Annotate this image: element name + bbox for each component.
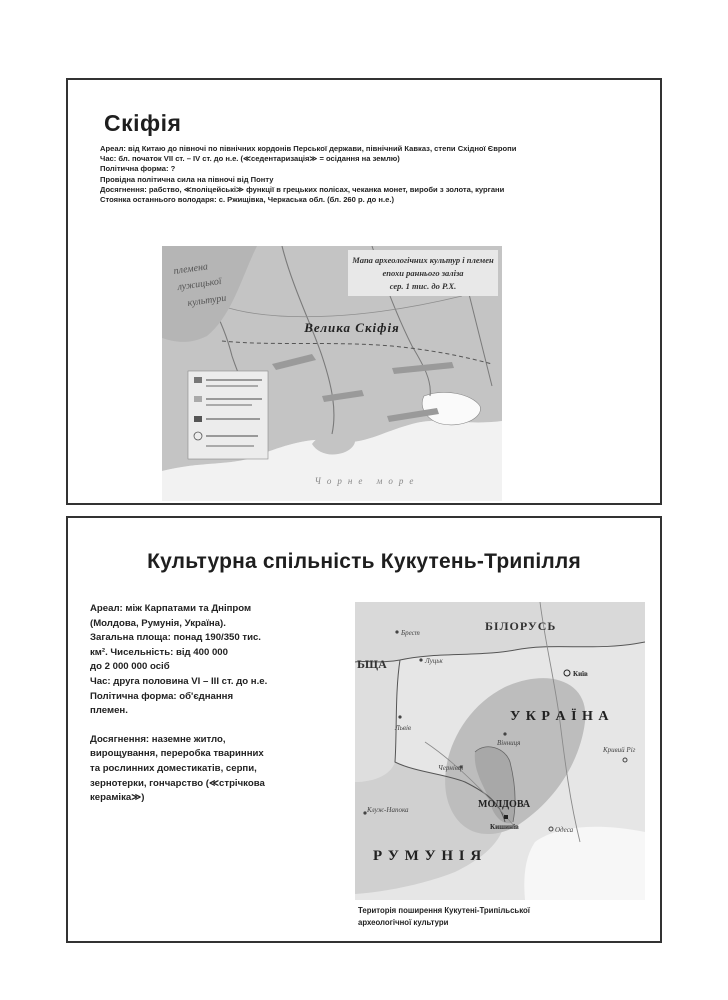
slide2-title: Культурна спільність Кукутень-Трипілля (147, 550, 581, 573)
map1-label-great-scythia: Велика Скіфія (304, 320, 400, 335)
scythia-map (162, 246, 502, 501)
map2-label-ukraine: У К Р А Ї Н А (510, 709, 610, 724)
map2-label-poland: ЬЩА (357, 657, 387, 671)
map1-label-tribes1: племена (172, 261, 209, 277)
slide1-line: Стоянка останнього володаря: с. Ржищівка, Черкаська обл. (бл. 260 р. до н.е.) (100, 195, 394, 205)
map1-label-sea: Чорне море (314, 476, 420, 486)
map2-caption-line: археологічної культури (358, 918, 449, 927)
map2-label-romania: Р У М У Н І Я (373, 848, 483, 864)
map2-city-cluj: Клуж-Напока (367, 806, 409, 814)
slide2-line: Ареал: між Карпатами та Дніпром (90, 603, 252, 614)
slide1-line: Політична форма: ? (100, 164, 176, 174)
slide-scythia (66, 78, 662, 505)
map1-label-tribes2: лужицької (176, 275, 223, 293)
map2-city-vinnytsia: Вінниця (497, 739, 521, 747)
paragraph-spacer (90, 719, 330, 733)
slide2-line: Досягнення: наземне житло, (90, 733, 226, 745)
slide2-line: кераміка≫) (90, 792, 145, 804)
map2-label-moldova: МОЛДОВА (478, 799, 531, 810)
map2-caption-line: Територія поширення Кукутені-Трипільської (358, 906, 530, 915)
map2-city-chernivtsi: Чернівці (438, 764, 464, 772)
slide2-line: до 2 000 000 осіб (90, 661, 170, 673)
slide2-line: Час: друга половина VI – III ст. до н.е. (90, 675, 268, 687)
slide1-line: Провідна політична сила на півночі від Понту (100, 174, 274, 184)
slide1-body (100, 144, 630, 205)
slide2-line: та рослинних доместикатів, серпи, (90, 762, 257, 774)
map1-caption-line3: сер. 1 тис. до Р.Х. (389, 281, 457, 291)
slide2-line: Політична форма: об'єднання (90, 690, 234, 702)
slide2-line: племен. (90, 705, 128, 717)
map2-label-belarus: БІЛОРУСЬ (485, 619, 557, 633)
map1-label-tribes3: культури (186, 292, 227, 309)
map1-caption-line1: Мапа археологічних культур і племен (352, 255, 494, 265)
slide1-line: Ареал: від Китаю до півночі по північних кордонів Перської держави, північний Кавказ, степи Східної Європи (100, 144, 517, 153)
trypillia-map (355, 602, 645, 900)
map2-city-kryvyi-rih: Кривий Ріг (603, 746, 636, 754)
slide2-line: Загальна площа: понад 190/350 тис. (90, 632, 261, 644)
map2-city-odesa: Одеса (555, 826, 574, 834)
slide1-line: Досягнення: рабство, ≪поліцейські≫ функції в грецьких полісах, чеканка монет, вироби з золота, кургани (100, 184, 505, 194)
slide2-body (90, 602, 330, 806)
map2-city-kyiv: Київ (573, 670, 588, 678)
map2-caption (358, 905, 648, 929)
slide2-line: зернотерки, гончарство (≪стрічкова (90, 777, 265, 789)
slide1-line: Час: бл. початок VII ст. – IV ст. до н.е. (≪седентаризація≫ = осідання на землю) (100, 154, 400, 164)
map2-city-lutsk: Луцьк (425, 657, 443, 665)
map1-caption-line2: епохи раннього заліза (382, 268, 464, 278)
map2-city-chisinau: Кишинів (490, 823, 519, 831)
slide2-line: км². Чисельність: від 400 000 (90, 646, 228, 658)
map2-city-brest: Брест (401, 629, 420, 637)
slide-cucuteni-trypillia (66, 516, 662, 943)
slide1-title: Скіфія (104, 110, 182, 136)
slide2-line: вирощування, переробка тваринних (90, 748, 264, 760)
map2-city-lviv: Львів (395, 724, 411, 732)
slide2-line: (Молдова, Румунія, Україна). (90, 617, 226, 629)
